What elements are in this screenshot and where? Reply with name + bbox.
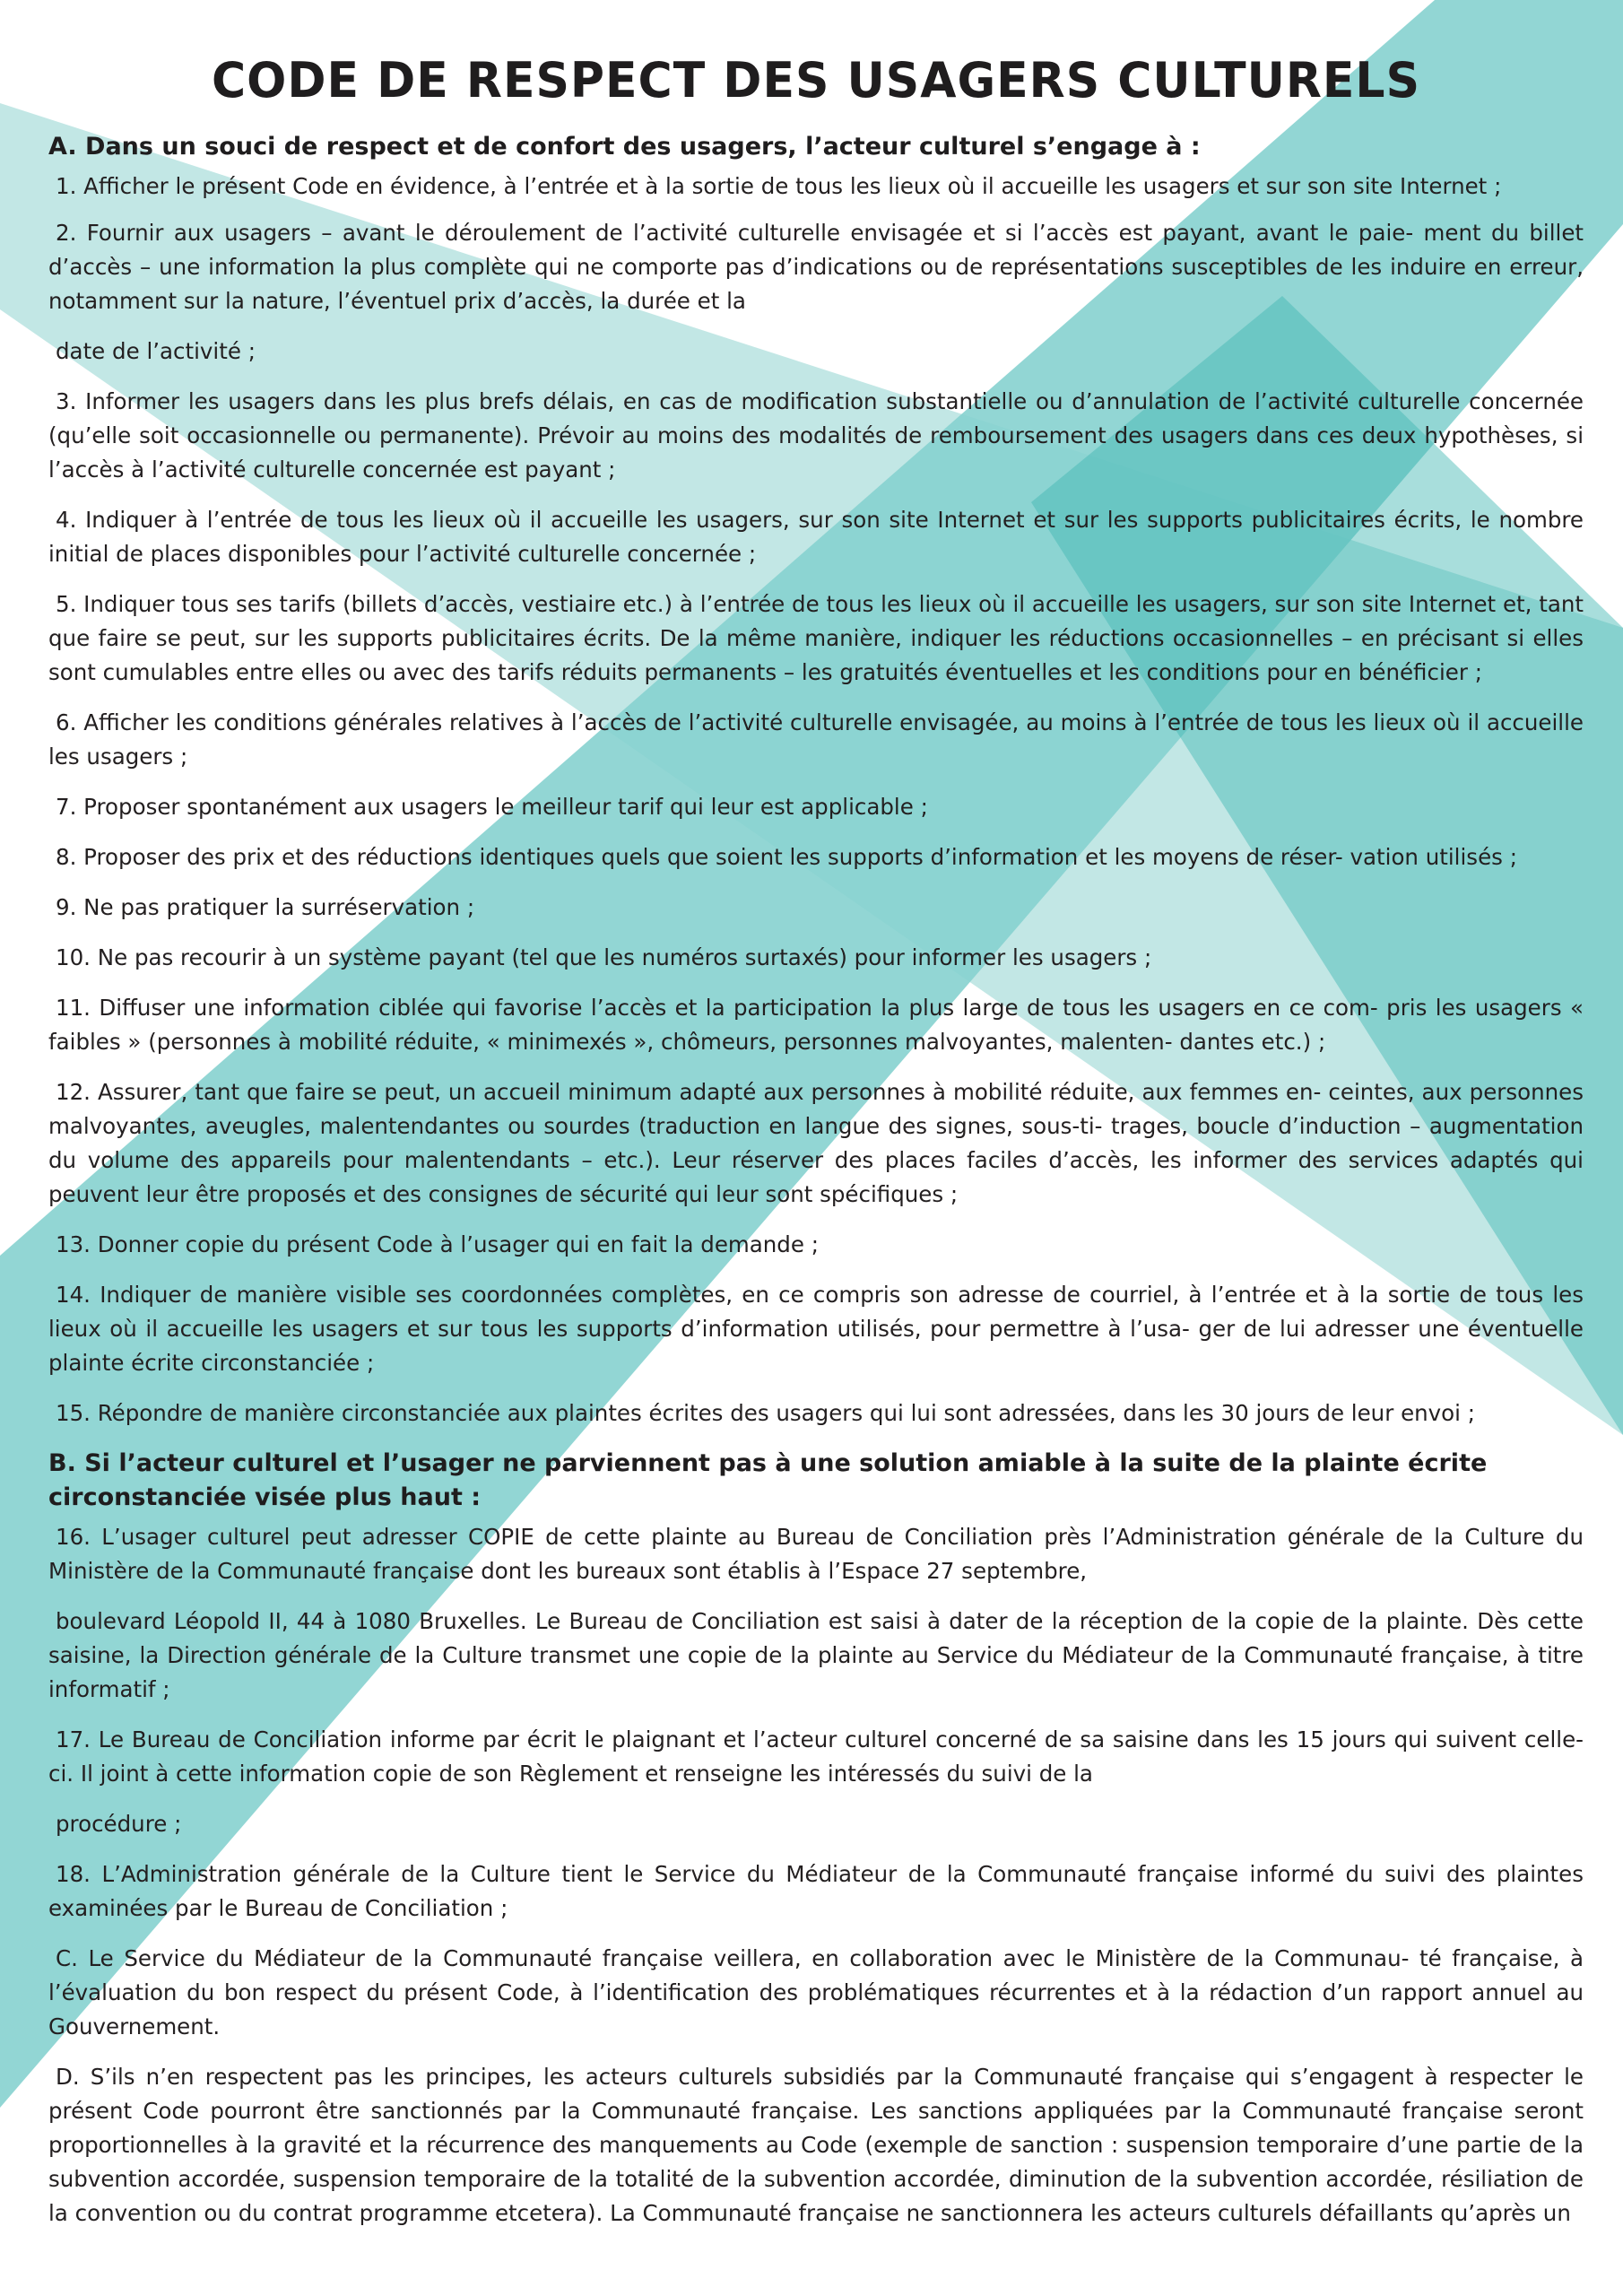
paragraph: 15. Répondre de manière circonstanciée aux plaintes écrites des usagers qui lui sont adressées, dans les 30 jours de leur envoi ; <box>56 1400 1476 1427</box>
paragraph: 8. Proposer des prix et des réductions identiques quels que soient les supports d’information et les moyens de réser- vation utilisés ; <box>56 844 1517 871</box>
paragraph: 12. Assurer, tant que faire se peut, un accueil minimum adapté aux personnes à mobilité réduite, aux femmes en- ceintes, aux personnes malvoyantes, aveugles, malentendantes ou sourdes (traduction en langue des signes, sous-ti- trages, boucle d’induction – augmentation du volume des appareils pour malentendants – etc.). Leur réserver des places faciles d’accès, les informer des services adaptés qui peuvent leur être proposés et des consignes de sécurité qui leur sont spécifiques ; <box>48 1079 1584 1208</box>
paragraph: procédure ; <box>56 1811 182 1838</box>
paragraph: date de l’activité ; <box>56 338 256 365</box>
paragraph: 7. Proposer spontanément aux usagers le meilleur tarif qui leur est applicable ; <box>56 794 928 821</box>
section-b <box>48 1447 1584 2231</box>
paragraph: 6. Afficher les conditions générales relatives à l’accès de l’activité culturelle envisagée, au moins à l’entrée de tous les lieux où il accueille les usagers ; <box>48 709 1584 770</box>
section-a <box>48 130 1584 1431</box>
section-b-heading: B. Si l’acteur culturel et l’usager ne parviennent pas à une solution amiable à la suite de la plainte écrite circonstanciée visée plus haut : <box>48 1449 1488 1512</box>
paragraph: 3. Informer les usagers dans les plus brefs délais, en cas de modification substantielle ou d’annulation de l’activité culturelle concernée (qu’elle soit occasionnelle ou permanente). Prévoir au moins des modalités de remboursement des usagers dans ces deux hypothèses, si l’accès à l’activité culturelle concernée est payant ; <box>48 388 1584 483</box>
paragraph: 18. L’Administration générale de la Culture tient le Service du Médiateur de la Communauté française informé du suivi des plaintes examinées par le Bureau de Conciliation ; <box>48 1861 1584 1922</box>
paragraph: 1. Afficher le présent Code en évidence, à l’entrée et à la sortie de tous les lieux où il accueille les usagers et sur son site Internet ; <box>56 173 1502 200</box>
paragraph: 17. Le Bureau de Conciliation informe par écrit le plaignant et l’acteur culturel concerné de sa saisine dans les 15 jours qui suivent celle-ci. Il joint à cette information copie de son Règlement et renseigne les intéressés du suivi de la <box>48 1726 1584 1787</box>
paragraph: 5. Indiquer tous ses tarifs (billets d’accès, vestiaire etc.) à l’entrée de tous les lieux où il accueille les usagers, sur son site Internet et, tant que faire se peut, sur les supports publicitaires écrits. De la même manière, indiquer les réductions occasionnelles – en précisant si elles sont cumulables entre elles ou avec des tarifs réduits permanents – les gratuités éventuelles et les conditions pour en bénéficier ; <box>48 591 1584 686</box>
paragraph: boulevard Léopold II, 44 à 1080 Bruxelles. Le Bureau de Conciliation est saisi à dater de la réception de la copie de la plainte. Dès cette saisine, la Direction générale de la Culture transmet une copie de la plainte au Service du Médiateur de la Communauté française, à titre informatif ; <box>48 1608 1584 1703</box>
paragraph: 2. Fournir aux usagers – avant le déroulement de l’activité culturelle envisagée et si l’accès est payant, avant le paie- ment du billet d’accès – une information la plus complète qui ne comporte pas d’indications ou de représentations susceptibles de les induire en erreur, notamment sur la nature, l’éventuel prix d’accès, la durée et la <box>48 220 1584 315</box>
document-page <box>48 52 1584 2247</box>
page-title: CODE DE RESPECT DES USAGERS CULTURELS <box>211 52 1421 109</box>
paragraph: 11. Diffuser une information ciblée qui favorise l’accès et la participation la plus large de tous les usagers en ce com- pris les usagers « faibles » (personnes à mobilité réduite, « minimexés », chômeurs, personnes malvoyantes, malenten- dantes etc.) ; <box>48 995 1584 1056</box>
section-a-heading: A. Dans un souci de respect et de confort des usagers, l’acteur culturel s’engage à : <box>48 133 1201 161</box>
paragraph: D. S’ils n’en respectent pas les principes, les acteurs culturels subsidiés par la Communauté française qui s’engagent à respecter le présent Code pourront être sanctionnés par la Communauté française. Les sanctions appliquées par la Communauté française seront proportionnelles à la gravité et la récurrence des manquements au Code (exemple de sanction : suspension temporaire d’une partie de la subvention accordée, suspension temporaire de la totalité de la subvention accordée, diminution de la subvention accordée, résiliation de la convention ou du contrat programme etcetera). La Communauté française ne sanctionnera les acteurs culturels défaillants qu’après un <box>48 2064 1584 2227</box>
paragraph: 4. Indiquer à l’entrée de tous les lieux où il accueille les usagers, sur son site Internet et sur les supports publicitaires écrits, le nombre initial de places disponibles pour l’activité culturelle concernée ; <box>48 507 1584 568</box>
paragraph: 10. Ne pas recourir à un système payant (tel que les numéros surtaxés) pour informer les usagers ; <box>56 944 1152 971</box>
paragraph: 9. Ne pas pratiquer la surréservation ; <box>56 894 475 921</box>
paragraph: 14. Indiquer de manière visible ses coordonnées complètes, en ce compris son adresse de courriel, à l’entrée et à la sortie de tous les lieux où il accueille les usagers et sur tous les supports d’information utilisés, pour permettre à l’usa- ger de lui adresser une éventuelle plainte écrite circonstanciée ; <box>48 1282 1584 1377</box>
paragraph: C. Le Service du Médiateur de la Communauté française veillera, en collaboration avec le Ministère de la Communau- té française, à l’évaluation du bon respect du présent Code, à l’identification des problématiques récurrentes et à la rédaction d’un rapport annuel au Gouvernement. <box>48 1945 1584 2040</box>
paragraph: 13. Donner copie du présent Code à l’usager qui en fait la demande ; <box>56 1231 819 1258</box>
paragraph: 16. L’usager culturel peut adresser COPIE de cette plainte au Bureau de Conciliation près l’Administration générale de la Culture du Ministère de la Communauté française dont les bureaux sont établis à l’Espace 27 septembre, <box>48 1524 1584 1585</box>
